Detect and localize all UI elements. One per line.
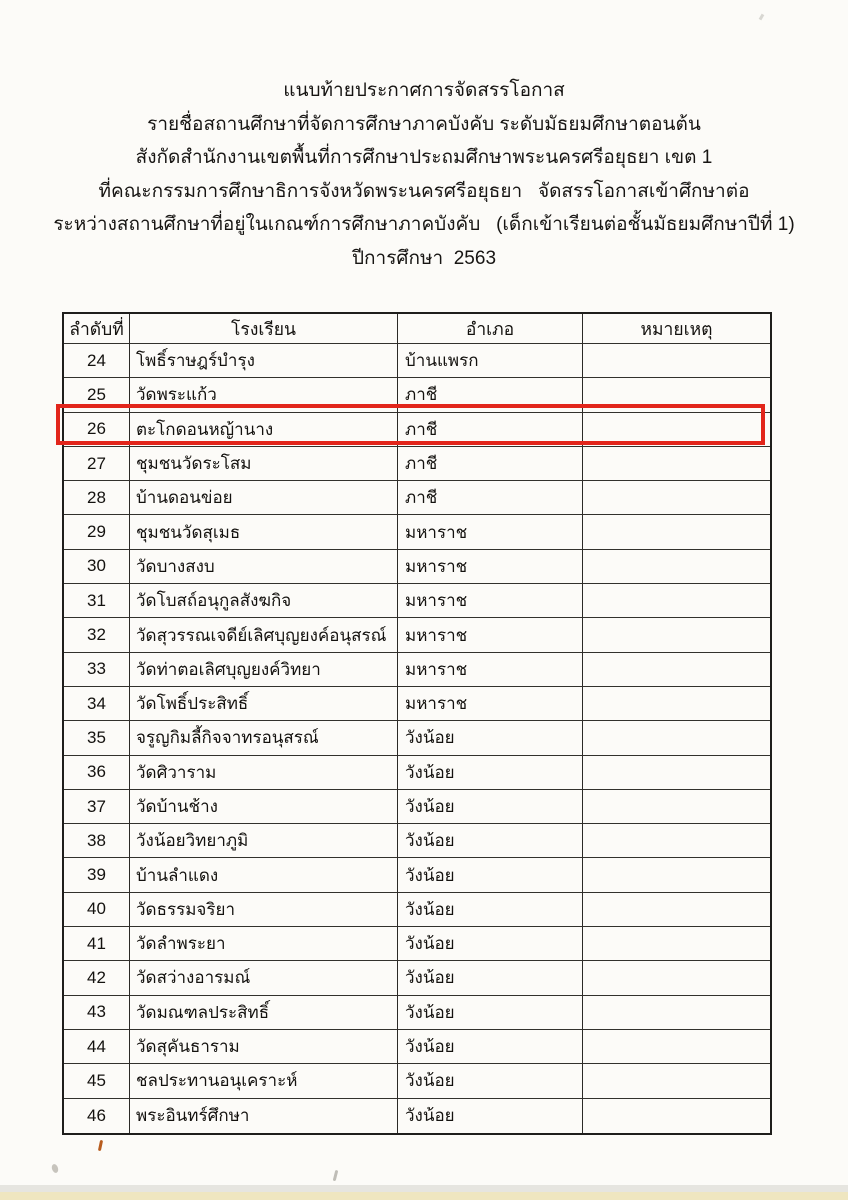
school-name-cell: วัดสุคันธาราม <box>130 1030 398 1064</box>
table-row <box>64 653 770 687</box>
note-cell <box>583 756 770 790</box>
district-cell: วังน้อย <box>398 790 583 824</box>
row-number-cell: 42 <box>64 961 130 995</box>
note-cell <box>583 721 770 755</box>
header-line-2: รายชื่อสถานศึกษาที่จัดการศึกษาภาคบังคับ ระดับมัธยมศึกษาตอนต้น <box>147 113 701 135</box>
row-number-cell: 34 <box>64 687 130 721</box>
table-row <box>64 1030 770 1064</box>
school-name-cell: ชลประทานอนุเคราะห์ <box>130 1064 398 1098</box>
column-header-school: โรงเรียน <box>130 314 398 344</box>
school-name-cell: ชุมชนวัดสุเมธ <box>130 515 398 549</box>
note-cell <box>583 858 770 892</box>
school-name-cell: วัดโบสถ์อนุกูลสังฆกิจ <box>130 584 398 618</box>
district-cell: มหาราช <box>398 584 583 618</box>
scan-edge-yellow-band <box>0 1192 848 1200</box>
school-name-cell: โพธิ์ราษฎร์บำรุง <box>130 344 398 378</box>
school-name-cell: บ้านลำแดง <box>130 858 398 892</box>
table-row <box>64 996 770 1030</box>
note-cell <box>583 1099 770 1133</box>
note-cell <box>583 515 770 549</box>
table-row <box>64 1064 770 1098</box>
district-cell: วังน้อย <box>398 1064 583 1098</box>
header-line-4: ที่คณะกรรมการศึกษาธิการจังหวัดพระนครศรีอยุธยา จัดสรรโอกาสเข้าศึกษาต่อ <box>98 180 750 202</box>
scan-artifact-gray-slash <box>333 1170 338 1181</box>
table-row <box>64 858 770 892</box>
school-name-cell: บ้านดอนข่อย <box>130 481 398 515</box>
table-row <box>64 756 770 790</box>
row-number-cell: 29 <box>64 515 130 549</box>
row-number-cell: 33 <box>64 653 130 687</box>
table-row <box>64 481 770 515</box>
schools-table <box>62 312 772 1135</box>
district-cell: มหาราช <box>398 653 583 687</box>
district-cell: วังน้อย <box>398 1030 583 1064</box>
table-row <box>64 687 770 721</box>
row-number-cell: 46 <box>64 1099 130 1133</box>
scan-edge-gray-band <box>0 1185 848 1192</box>
school-name-cell: วัดธรรมจริยา <box>130 893 398 927</box>
table-row <box>64 618 770 652</box>
district-cell: ภาชี <box>398 481 583 515</box>
note-cell <box>583 961 770 995</box>
table-row <box>64 447 770 481</box>
school-name-cell: วัดท่าตอเลิศบุญยงค์วิทยา <box>130 653 398 687</box>
scan-artifact-speck <box>759 14 765 21</box>
school-name-cell: วัดบางสงบ <box>130 550 398 584</box>
scan-artifact-gray-dot <box>51 1163 60 1174</box>
document-header <box>0 74 848 275</box>
school-name-cell: ตะโกดอนหญ้านาง <box>130 413 398 447</box>
note-cell <box>583 481 770 515</box>
school-name-cell: ชุมชนวัดระโสม <box>130 447 398 481</box>
note-cell <box>583 893 770 927</box>
row-number-cell: 36 <box>64 756 130 790</box>
note-cell <box>583 550 770 584</box>
note-cell <box>583 653 770 687</box>
header-line-6: ปีการศึกษา 2563 <box>351 247 497 269</box>
note-cell <box>583 344 770 378</box>
table-row <box>64 584 770 618</box>
school-name-cell: วัดมณฑลประสิทธิ์ <box>130 996 398 1030</box>
row-number-cell: 27 <box>64 447 130 481</box>
school-name-cell: วัดลำพระยา <box>130 927 398 961</box>
district-cell: วังน้อย <box>398 824 583 858</box>
table-row <box>64 961 770 995</box>
row-number-cell: 38 <box>64 824 130 858</box>
column-header-order: ลำดับที่ <box>64 314 130 344</box>
note-cell <box>583 927 770 961</box>
note-cell <box>583 1064 770 1098</box>
district-cell: วังน้อย <box>398 721 583 755</box>
row-number-cell: 24 <box>64 344 130 378</box>
district-cell: วังน้อย <box>398 927 583 961</box>
note-cell <box>583 824 770 858</box>
school-name-cell: วัดสุวรรณเจดีย์เลิศบุญยงค์อนุสรณ์ <box>130 618 398 652</box>
table-row <box>64 893 770 927</box>
row-number-cell: 28 <box>64 481 130 515</box>
row-number-cell: 40 <box>64 893 130 927</box>
district-cell: ภาชี <box>398 447 583 481</box>
school-name-cell: จรูญกิมลี้กิจจาทรอนุสรณ์ <box>130 721 398 755</box>
district-cell: บ้านแพรก <box>398 344 583 378</box>
scan-artifact-orange-mark <box>98 1140 103 1151</box>
school-name-cell: วัดโพธิ์ประสิทธิ์ <box>130 687 398 721</box>
school-name-cell: วังน้อยวิทยาภูมิ <box>130 824 398 858</box>
table-header-row <box>64 314 770 344</box>
district-cell: วังน้อย <box>398 1099 583 1133</box>
table-row <box>64 344 770 378</box>
row-number-cell: 31 <box>64 584 130 618</box>
row-number-cell: 35 <box>64 721 130 755</box>
row-number-cell: 41 <box>64 927 130 961</box>
row-number-cell: 32 <box>64 618 130 652</box>
note-cell <box>583 996 770 1030</box>
note-cell <box>583 378 770 412</box>
district-cell: มหาราช <box>398 550 583 584</box>
district-cell: มหาราช <box>398 618 583 652</box>
note-cell <box>583 1030 770 1064</box>
district-cell: วังน้อย <box>398 893 583 927</box>
table-row <box>64 550 770 584</box>
row-number-cell: 43 <box>64 996 130 1030</box>
table-row <box>64 378 770 412</box>
table-row <box>64 824 770 858</box>
table-row <box>64 790 770 824</box>
table-row <box>64 515 770 549</box>
row-number-cell: 39 <box>64 858 130 892</box>
header-line-5: ระหว่างสถานศึกษาที่อยู่ในเกณฑ์การศึกษาภาคบังคับ (เด็กเข้าเรียนต่อชั้นมัธยมศึกษาปีที่ 1) <box>53 214 795 235</box>
district-cell: ภาชี <box>398 413 583 447</box>
district-cell: วังน้อย <box>398 756 583 790</box>
column-header-district: อำเภอ <box>398 314 583 344</box>
table-row <box>64 927 770 961</box>
note-cell <box>583 447 770 481</box>
row-number-cell: 30 <box>64 550 130 584</box>
table-row <box>64 1099 770 1133</box>
district-cell: วังน้อย <box>398 961 583 995</box>
row-number-cell: 26 <box>64 413 130 447</box>
school-name-cell: วัดพระแก้ว <box>130 378 398 412</box>
table-body <box>64 344 770 1133</box>
note-cell <box>583 790 770 824</box>
school-name-cell: วัดสว่างอารมณ์ <box>130 961 398 995</box>
row-number-cell: 45 <box>64 1064 130 1098</box>
column-header-note: หมายเหตุ <box>583 314 770 344</box>
district-cell: มหาราช <box>398 515 583 549</box>
district-cell: วังน้อย <box>398 858 583 892</box>
row-number-cell: 44 <box>64 1030 130 1064</box>
row-number-cell: 37 <box>64 790 130 824</box>
school-name-cell: พระอินทร์ศึกษา <box>130 1099 398 1133</box>
note-cell <box>583 687 770 721</box>
table-row <box>64 413 770 447</box>
district-cell: ภาชี <box>398 378 583 412</box>
note-cell <box>583 618 770 652</box>
header-line-1: แนบท้ายประกาศการจัดสรรโอกาส <box>283 80 565 101</box>
school-name-cell: วัดบ้านช้าง <box>130 790 398 824</box>
note-cell <box>583 413 770 447</box>
note-cell <box>583 584 770 618</box>
district-cell: วังน้อย <box>398 996 583 1030</box>
table-row <box>64 721 770 755</box>
header-line-3: สังกัดสำนักงานเขตพื้นที่การศึกษาประถมศึกษาพระนครศรีอยุธยา เขต 1 <box>135 147 713 168</box>
row-number-cell: 25 <box>64 378 130 412</box>
school-name-cell: วัดศิวาราม <box>130 756 398 790</box>
district-cell: มหาราช <box>398 687 583 721</box>
